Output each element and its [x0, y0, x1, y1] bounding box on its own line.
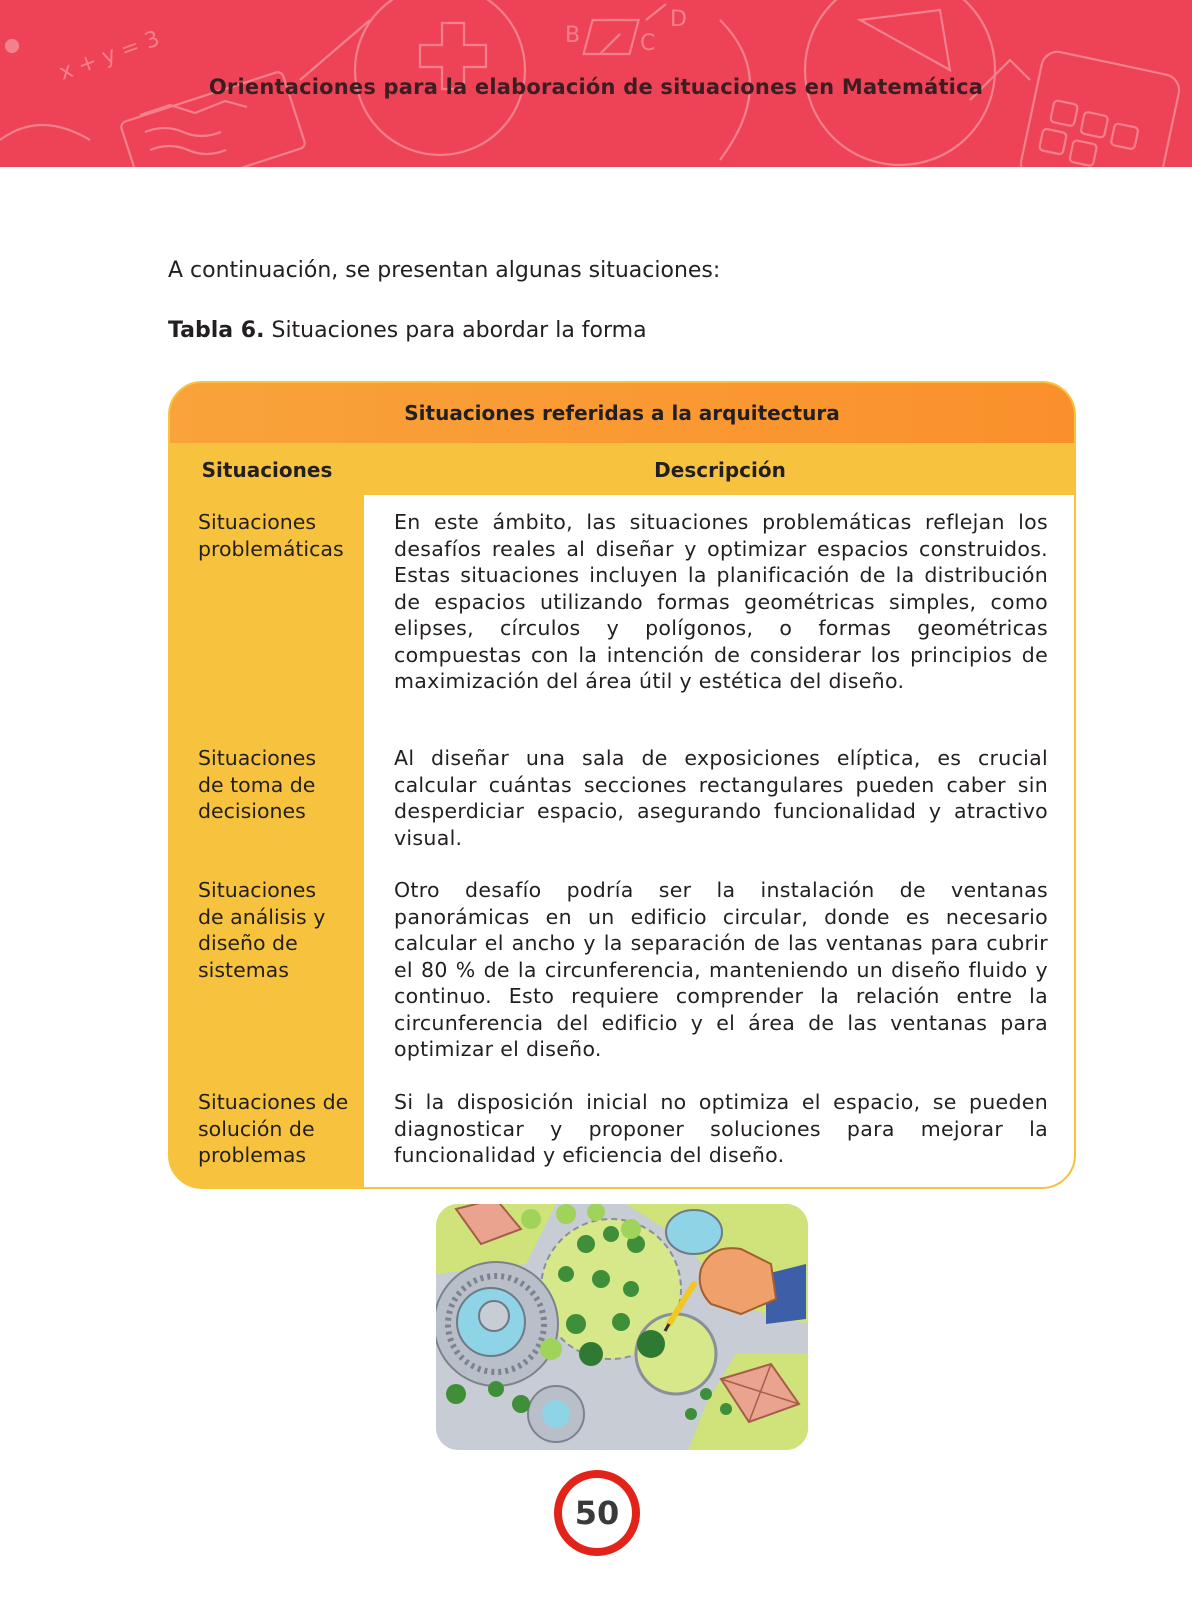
table-title: Situaciones referidas a la arquitectura	[170, 383, 1074, 443]
intro-text: A continuación, se presentan algunas situaciones:	[168, 258, 721, 283]
page-number: 50	[562, 1478, 632, 1548]
situations-table	[168, 381, 1076, 1189]
header-title: Orientaciones para la elaboración de situaciones en Matemática	[208, 75, 984, 99]
architectural-plan-illustration	[436, 1204, 808, 1450]
row-description-analisis-diseno: Otro desafío podría ser la instalación de ventanas panorámicas en un edificio circular, donde es necesario calcular el ancho y la separación de las ventanas para cubrir el 80 % de la circunferencia, manteniendo un diseño fluido y continuo. Esto requiere comprender la relación entre la circunferencia del edificio y el área de las ventanas para optimizar el diseño.	[394, 878, 1048, 1061]
caption-text: Situaciones para abordar la forma	[264, 318, 647, 343]
formula-doodle: x + y = 3	[55, 26, 164, 86]
letter-doodle-c: C	[640, 31, 656, 56]
letter-doodle-d: D	[670, 7, 687, 32]
row-label-toma-decisiones: Situaciones de toma de decisiones	[198, 746, 317, 823]
header-band	[0, 0, 1192, 167]
row-description-solucion-problemas: Si la disposición inicial no optimiza el espacio, se pueden diagnosticar y proponer soluciones para mejorar la funcionalidad y eficiencia del diseño.	[394, 1090, 1048, 1167]
row-label-solucion-problemas: Situaciones de solución de problemas	[198, 1090, 349, 1167]
architectural-plan-drawing-icon	[436, 1204, 808, 1450]
row-label-problematicas: Situaciones problemáticas	[198, 510, 344, 561]
caption-label: Tabla 6.	[168, 318, 265, 343]
letter-doodle-b: B	[565, 23, 581, 48]
row-description-toma-decisiones: Al diseñar una sala de exposiciones elíptica, es crucial calcular cuántas secciones rectangulares pueden caber sin desperdiciar espacio, asegurando funcionalidad y atractivo visual.	[394, 746, 1048, 850]
table-caption	[168, 318, 647, 343]
column-header-situaciones: Situaciones	[201, 458, 333, 482]
row-description-problematicas: En este ámbito, las situaciones problemáticas reflejan los desafíos reales al diseñar y optimizar espacios construidos. Estas situaciones incluyen la planificación de la distribución de espacios utilizando formas geométricas simples, como elipses, círculos y polígonos, o formas geométricas compuestas con la intención de considerar los principios de maximización del área útil y estética del diseño.	[394, 510, 1048, 693]
row-label-analisis-diseno: Situaciones de análisis y diseño de sistemas	[198, 878, 326, 982]
page-number-badge	[554, 1470, 640, 1556]
column-header-descripcion: Descripción	[654, 458, 786, 482]
